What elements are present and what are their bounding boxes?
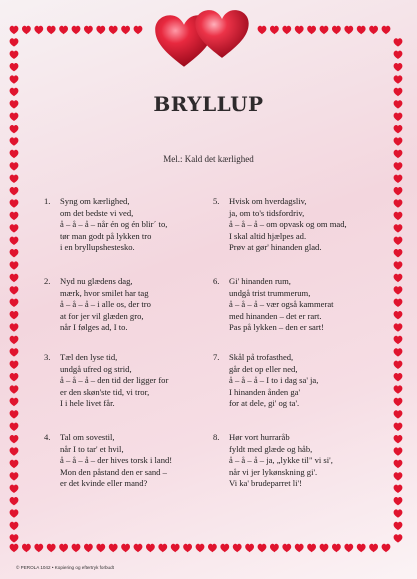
verse-number: 6.	[213, 276, 220, 286]
border-heart-icon	[258, 26, 267, 34]
verse-6	[213, 276, 334, 334]
border-heart-icon	[183, 544, 192, 552]
verse-line: er det kvinde eller mand?	[60, 478, 148, 489]
border-heart-icon	[22, 544, 31, 552]
border-heart-icon	[394, 398, 403, 406]
border-heart-icon	[344, 26, 353, 34]
verse-line: om det bedste vi ved,	[60, 207, 134, 218]
border-heart-icon	[10, 348, 19, 356]
border-heart-icon	[10, 361, 19, 369]
verse-line: Hvisk om hverdagsliv,	[229, 196, 307, 206]
verse-line: er den skøn'ste tid, vi tror,	[60, 386, 150, 397]
border-heart-icon	[10, 199, 19, 207]
border-heart-icon	[47, 26, 56, 34]
border-heart-icon	[394, 509, 403, 517]
verse-line: i en bryllupshestesko.	[60, 242, 135, 253]
border-heart-icon	[72, 544, 81, 552]
verse-line: Skål på trofasthed,	[229, 352, 294, 362]
verse-number: 8.	[213, 432, 220, 442]
border-heart-icon	[357, 26, 366, 34]
border-heart-icon	[394, 249, 403, 257]
verse-line: å – å – å – der hives torsk i land!	[60, 455, 173, 466]
border-heart-icon	[134, 26, 143, 34]
verse-line: ja, om to's tidsfordriv,	[229, 207, 305, 218]
verse-7	[213, 352, 319, 410]
border-heart-icon	[394, 485, 403, 493]
border-heart-icon	[10, 311, 19, 319]
border-heart-icon	[258, 544, 267, 552]
verse-number: 3.	[44, 352, 51, 362]
border-heart-icon	[282, 26, 291, 34]
verse-line: I i hele livet får.	[60, 398, 115, 409]
border-heart-icon	[394, 212, 403, 220]
verse-line: tør man godt på lykken tro	[60, 230, 152, 241]
border-heart-icon	[59, 544, 68, 552]
border-heart-icon	[394, 323, 403, 331]
border-heart-icon	[10, 38, 19, 46]
verse-line: Mon den påstand den er sand –	[60, 466, 167, 477]
verse-line: Prøv at gør' hinanden glad.	[229, 242, 322, 253]
verse-line: Tal om sovestil,	[60, 432, 115, 442]
border-heart-icon	[10, 286, 19, 294]
border-heart-icon	[10, 125, 19, 133]
border-heart-icon	[332, 26, 341, 34]
border-heart-icon	[220, 544, 229, 552]
border-heart-icon	[10, 187, 19, 195]
border-heart-icon	[10, 544, 19, 552]
border-heart-icon	[394, 175, 403, 183]
border-heart-icon	[295, 544, 304, 552]
large-heart-icon	[194, 9, 250, 59]
border-heart-icon	[332, 544, 341, 552]
border-heart-icon	[394, 286, 403, 294]
border-heart-icon	[245, 544, 254, 552]
verse-number: 7.	[213, 352, 220, 362]
verse-line: å – å – å – I to i dag sa' ja,	[229, 375, 319, 386]
border-heart-icon	[394, 447, 403, 455]
verse-line: undgå ufred og strid,	[60, 363, 132, 374]
verse-number: 5.	[213, 196, 220, 206]
border-heart-icon	[10, 51, 19, 59]
border-heart-icon	[10, 137, 19, 145]
verse-line: at for jer vil glæden gro,	[60, 310, 144, 321]
verse-line: Tæl den lyse tid,	[60, 352, 118, 362]
border-heart-icon	[121, 544, 130, 552]
verse-line: å – å – å – om opvask og om mad,	[229, 219, 347, 230]
border-heart-icon	[394, 125, 403, 133]
border-heart-icon	[394, 373, 403, 381]
border-heart-icon	[394, 224, 403, 232]
copyright-footer: © PEROLA 1042 • Kopiering og eftertryk forbudt	[16, 565, 114, 570]
border-heart-icon	[394, 423, 403, 431]
verse-line: Gi' hinanden rum,	[229, 276, 291, 286]
border-heart-icon	[394, 187, 403, 195]
border-heart-icon	[10, 460, 19, 468]
border-heart-icon	[10, 261, 19, 269]
verse-line: undgå trist trummerum,	[229, 287, 311, 298]
border-heart-icon	[394, 311, 403, 319]
verse-line: å – å – å – vær også kammerat	[229, 299, 334, 310]
verse-line: når vi jer lykønskning gi'.	[229, 466, 318, 477]
border-heart-icon	[10, 447, 19, 455]
border-heart-icon	[34, 26, 43, 34]
border-heart-icon	[10, 249, 19, 257]
verse-line: med hinanden – det er rart.	[229, 310, 322, 321]
verse-number: 4.	[44, 432, 51, 442]
border-heart-icon	[10, 410, 19, 418]
border-heart-icon	[10, 75, 19, 83]
border-heart-icon	[270, 26, 279, 34]
verse-line: å – å – å – den tid der ligger for	[60, 375, 169, 386]
border-heart-icon	[394, 137, 403, 145]
border-heart-icon	[72, 26, 81, 34]
border-heart-icon	[270, 544, 279, 552]
border-heart-icon	[394, 410, 403, 418]
border-heart-icon	[394, 274, 403, 282]
border-heart-icon	[382, 544, 391, 552]
border-heart-icon	[171, 544, 180, 552]
verse-4	[44, 432, 173, 490]
border-heart-icon	[10, 385, 19, 393]
border-heart-icon	[394, 261, 403, 269]
verse-line: å – å – å – ja, „lykke til" vi si',	[229, 455, 333, 466]
border-heart-icon	[394, 63, 403, 71]
border-heart-icon	[10, 26, 19, 34]
border-heart-icon	[344, 544, 353, 552]
verse-8	[213, 432, 333, 490]
verse-line: å – å – å – når én og én blir´ to,	[60, 219, 168, 230]
border-heart-icon	[22, 26, 31, 34]
border-heart-icon	[146, 544, 155, 552]
border-heart-icon	[10, 212, 19, 220]
border-heart-icon	[394, 522, 403, 530]
verse-number: 1.	[44, 196, 51, 206]
border-heart-icon	[10, 497, 19, 505]
border-heart-icon	[10, 175, 19, 183]
border-heart-icon	[47, 544, 56, 552]
border-heart-icon	[320, 26, 329, 34]
border-heart-icon	[282, 544, 291, 552]
border-heart-icon	[10, 398, 19, 406]
border-heart-icon	[295, 26, 304, 34]
border-heart-icon	[394, 472, 403, 480]
border-heart-icon	[84, 544, 93, 552]
border-heart-icon	[84, 26, 93, 34]
border-heart-icon	[10, 336, 19, 344]
border-heart-icon	[10, 522, 19, 530]
border-heart-icon	[233, 544, 242, 552]
border-heart-icon	[382, 26, 391, 34]
verse-line: Pas på lykken – den er sart!	[229, 322, 324, 333]
border-heart-icon	[10, 423, 19, 431]
border-heart-icon	[394, 51, 403, 59]
border-heart-icon	[394, 497, 403, 505]
verse-2	[44, 276, 151, 334]
border-heart-icon	[134, 544, 143, 552]
border-heart-icon	[121, 26, 130, 34]
verse-line: fyldt med glæde og håb,	[229, 443, 313, 454]
border-heart-icon	[10, 509, 19, 517]
verse-line: når I to tar' et hvil,	[60, 443, 124, 454]
border-heart-icon	[10, 534, 19, 542]
border-heart-icon	[10, 323, 19, 331]
border-heart-icon	[394, 435, 403, 443]
border-heart-icon	[394, 199, 403, 207]
border-heart-icon	[394, 237, 403, 245]
verse-line: mærk, hvor smilet har tag	[60, 287, 149, 298]
verse-line: går det op eller ned,	[229, 363, 298, 374]
border-heart-icon	[394, 336, 403, 344]
border-heart-icon	[10, 63, 19, 71]
verse-line: Syng om kærlighed,	[60, 196, 130, 206]
border-heart-icon	[394, 299, 403, 307]
border-heart-icon	[394, 361, 403, 369]
verse-3	[44, 352, 169, 410]
border-heart-icon	[158, 544, 167, 552]
border-heart-icon	[109, 26, 118, 34]
border-heart-icon	[394, 75, 403, 83]
verse-line: I skal altid hjælpes ad.	[229, 230, 307, 241]
border-heart-icon	[320, 544, 329, 552]
border-heart-icon	[394, 38, 403, 46]
verse-line: Vi ka' brudeparret li'!	[229, 478, 302, 489]
border-heart-icon	[10, 485, 19, 493]
verse-1	[44, 196, 168, 254]
border-heart-icon	[59, 26, 68, 34]
verse-line: når I følges ad, I to.	[60, 322, 128, 333]
verse-line: Hør vort hurraråb	[229, 432, 290, 442]
border-heart-icon	[196, 544, 205, 552]
border-heart-icon	[10, 435, 19, 443]
border-heart-icon	[10, 472, 19, 480]
border-heart-icon	[109, 544, 118, 552]
verse-line: å – å – å – i alle os, der tro	[60, 299, 151, 310]
border-heart-icon	[96, 26, 105, 34]
border-heart-icon	[10, 373, 19, 381]
border-heart-icon	[96, 544, 105, 552]
border-heart-icon	[394, 460, 403, 468]
border-heart-icon	[34, 544, 43, 552]
border-heart-icon	[208, 544, 217, 552]
verse-5	[213, 196, 347, 254]
border-heart-icon	[394, 385, 403, 393]
border-heart-icon	[307, 26, 316, 34]
border-heart-icon	[394, 534, 403, 542]
melody-note: Mel.: Kald det kærlighed	[163, 154, 254, 164]
border-heart-icon	[307, 544, 316, 552]
verse-number: 2.	[44, 276, 51, 286]
border-heart-icon	[10, 237, 19, 245]
border-heart-icon	[369, 544, 378, 552]
verse-line: I hinanden ånden ga'	[229, 386, 300, 397]
song-title: BRYLLUP	[153, 92, 264, 116]
verse-line: for at dele, gi' og ta'.	[229, 398, 300, 409]
border-heart-icon	[10, 274, 19, 282]
border-heart-icon	[394, 348, 403, 356]
border-heart-icon	[10, 299, 19, 307]
border-heart-icon	[369, 26, 378, 34]
border-heart-icon	[357, 544, 366, 552]
verse-line: Nyd nu glædens dag,	[60, 276, 133, 286]
border-heart-icon	[10, 224, 19, 232]
